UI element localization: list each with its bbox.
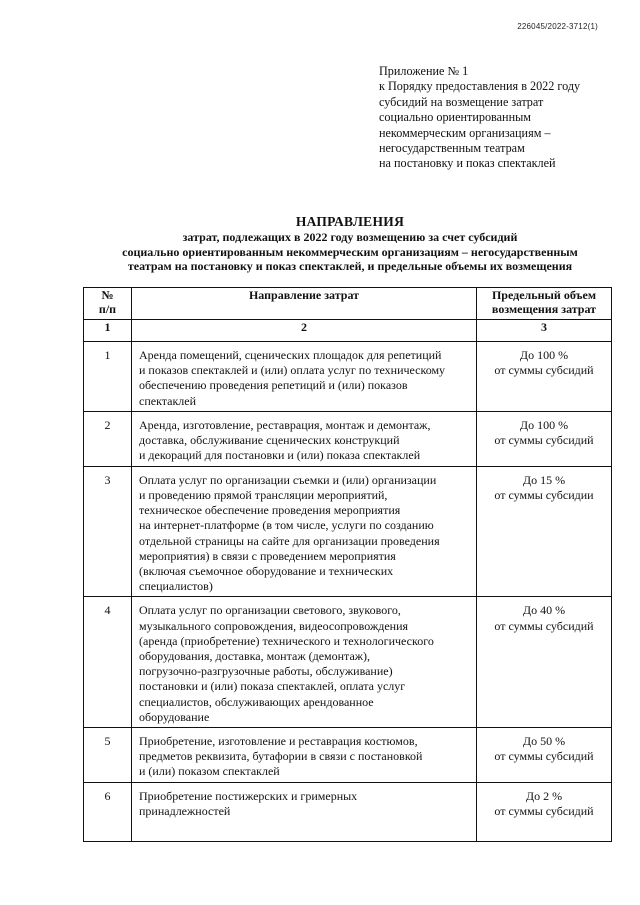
column-index: 2 [132,320,477,342]
direction-line: спектаклей [139,393,197,408]
row-number: 1 [84,342,132,412]
table-row [84,783,612,842]
limit-percent: До 50 % [522,734,566,749]
limit-percent: До 15 % [522,472,566,487]
direction-line: и проведению прямой трансляции мероприятий, [139,488,388,503]
direction-line: постановки и (или) показа спектаклей, оплата услуг [139,679,406,694]
limit-percent: До 100 % [519,417,569,432]
limit-basis: от суммы субсидий [494,804,594,819]
row-limit [477,597,612,728]
header-limit-line1: Предельный объем [491,288,597,302]
title-line: театрам на постановку и показ спектаклей, и предельные объемы их возмещения [127,259,573,274]
direction-line: Приобретение постижерских и гримерных [139,789,358,804]
direction-line: техническое обеспечение проведения мероприятия [139,503,401,518]
direction-line: Приобретение, изготовление и реставрация костюмов, [139,734,418,749]
table-row [84,411,612,466]
appendix-line: на постановку и показ спектаклей [379,156,556,171]
row-limit [477,728,612,783]
row-number: 2 [84,411,132,466]
limit-basis: от суммы субсидий [494,618,594,633]
row-direction [132,411,477,466]
header-number-line2: п/п [98,302,117,316]
title-main: НАПРАВЛЕНИЯ [295,214,405,229]
row-number: 6 [84,783,132,842]
direction-line: (аренда (приобретение) технического и технологического [139,633,434,648]
table-row [84,466,612,597]
limit-percent: До 2 % [525,789,563,804]
header-limit-line2: возмещения затрат [491,302,597,316]
direction-line: доставка, обслуживание сценических конструкций [139,433,400,448]
direction-line: оборудования, доставка, монтаж (демонтаж), [139,649,371,664]
table-row [84,597,612,728]
direction-line: музыкального сопровождения, видеосопровождения [139,618,409,633]
table-row [84,728,612,783]
row-direction [132,783,477,842]
document-title [60,214,640,274]
direction-line: Аренда помещений, сценических площадок для репетиций [139,348,442,362]
column-index-row [84,320,612,342]
row-direction [132,597,477,728]
header-direction: Направление затрат [132,288,477,320]
document-id: 226045/2022-3712(1) [517,22,598,31]
costs-table [83,287,612,842]
header-limit [477,288,612,320]
row-number: 4 [84,597,132,728]
limit-basis: от суммы субсидий [494,363,594,378]
row-limit [477,783,612,842]
appendix-line: социально ориентированным [379,110,531,125]
row-number: 3 [84,466,132,597]
limit-percent: До 100 % [519,348,569,362]
appendix-line: Приложение № 1 [379,64,469,78]
row-direction [132,466,477,597]
direction-line: специалистов) [139,579,213,594]
direction-line: Аренда, изготовление, реставрация, монтаж и демонтаж, [139,417,431,432]
direction-line: на интернет-платформе (в том числе, услуги по созданию [139,518,434,533]
row-direction [132,342,477,412]
limit-basis: от суммы субсидий [494,433,594,448]
title-line: затрат, подлежащих в 2022 году возмещению за счет субсидий [182,230,518,244]
appendix-line: негосударственным театрам [379,141,525,156]
direction-line: Оплата услуг по организации съемки и (или) организации [139,472,437,487]
limit-basis: от суммы субсидии [494,488,594,503]
appendix-line: субсидий на возмещение затрат [379,94,544,109]
column-index: 1 [84,320,132,342]
direction-line: отдельной страницы на сайте для организации проведения [139,533,440,548]
limit-basis: от суммы субсидий [494,749,594,764]
direction-line: мероприятия) в связи с проведением мероприятия [139,548,396,563]
title-line: социально ориентированным некоммерческим организациям – негосударственным [122,244,578,259]
direction-line: и показов спектаклей и (или) оплата услуг по техническому [139,363,446,378]
direction-line: обеспечению проведения репетиций и (или) показов [139,378,408,393]
appendix-line: к Порядку предоставления в 2022 году [379,79,581,94]
direction-line: принадлежностей [139,804,231,819]
row-number: 5 [84,728,132,783]
row-limit [477,466,612,597]
row-limit [477,411,612,466]
appendix-line: некоммерческим организациям – [379,125,551,140]
appendix-header [379,64,619,172]
direction-line: погрузочно-разгрузочные работы, обслуживание) [139,664,393,679]
direction-line: оборудование [139,709,210,724]
direction-line: и декораций для постановки и (или) показа спектаклей [139,448,421,463]
direction-line: Оплата услуг по организации светового, звукового, [139,603,401,618]
row-limit [477,342,612,412]
direction-line: и (или) показом спектаклей [139,764,280,779]
table-header-row [84,288,612,320]
header-number-line1: № [101,288,114,302]
header-number [84,288,132,320]
column-index: 3 [477,320,612,342]
direction-line: предметов реквизита, бутафории в связи с постановкой [139,749,423,764]
row-direction [132,728,477,783]
table-row [84,342,612,412]
limit-percent: До 40 % [522,603,566,618]
direction-line: (включая съемочное оборудование и технических [139,564,394,579]
direction-line: специалистов, обслуживающих арендованное [139,694,374,709]
